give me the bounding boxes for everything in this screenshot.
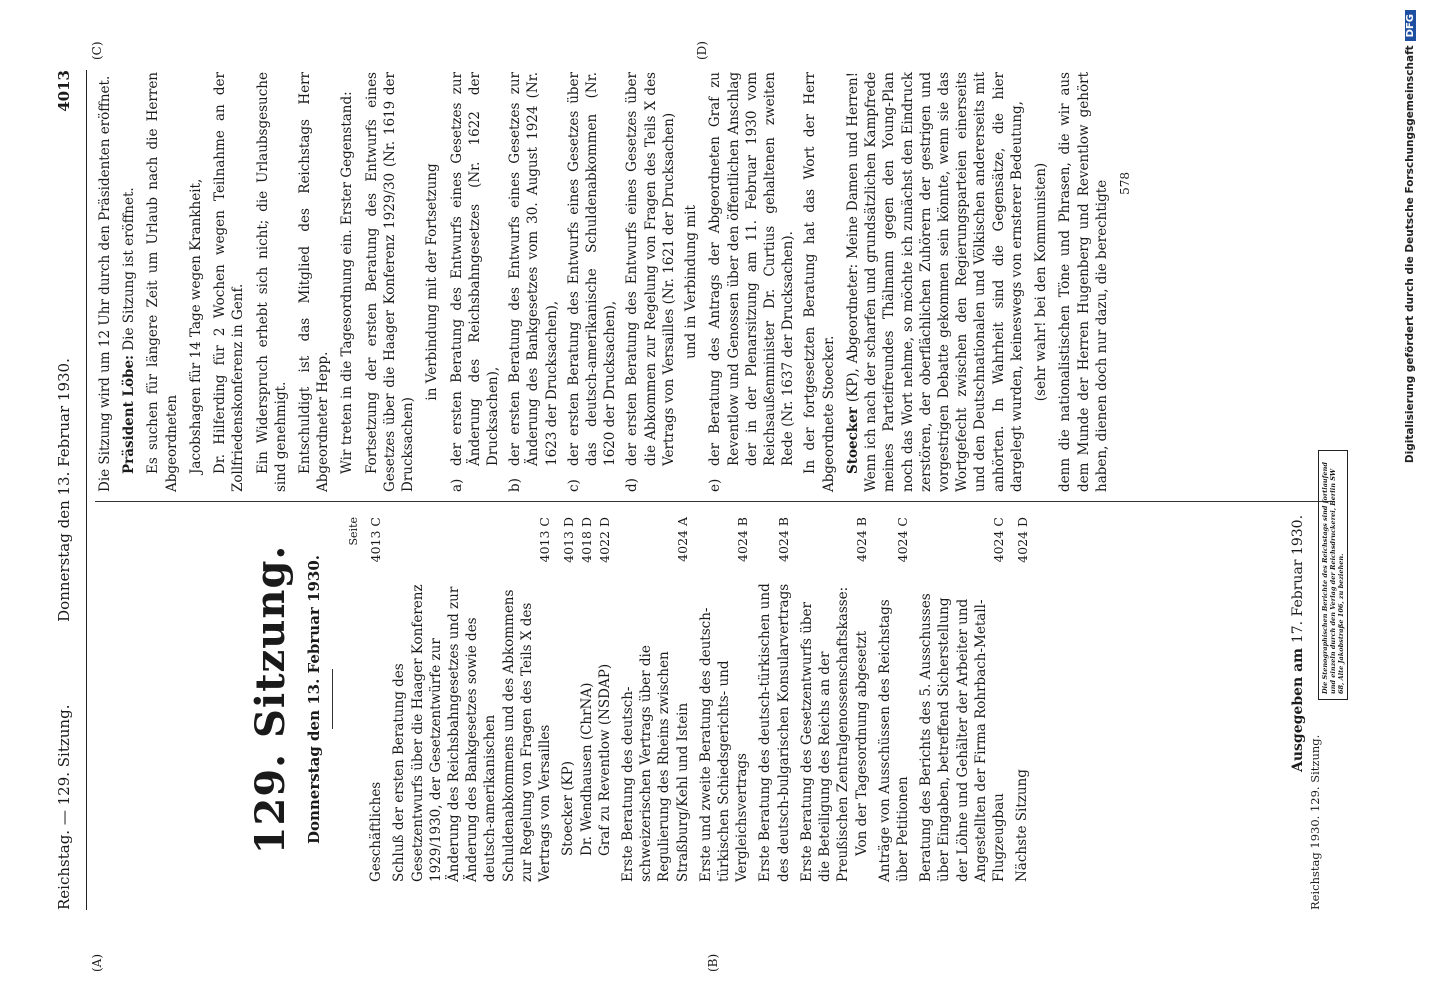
toc-page-ref: 4022 D bbox=[597, 517, 613, 563]
left-column bbox=[96, 517, 1032, 882]
session-date: Donnerstag den 13. Februar 1930. bbox=[305, 554, 323, 845]
toc-entry bbox=[917, 517, 1008, 882]
header-page-number: 4013 bbox=[55, 70, 73, 112]
digitization-credit bbox=[1404, 0, 1416, 1000]
toc-page-ref: 4013 C bbox=[537, 517, 553, 563]
subitem-text: der ersten Beratung des Entwurfs eines Gesetzes zur Änderung des Bankgesetzes vom 30. August 1924 (Nr. 1623 der Drucksachen), bbox=[507, 72, 560, 466]
excused-text: Entschuldigt ist das Mitglied des Reichstags Herr Abgeordneter Hepp. bbox=[296, 72, 332, 492]
agenda-subitem bbox=[706, 72, 797, 492]
toc-page-ref: 4024 C bbox=[895, 517, 911, 563]
speech-paragraph bbox=[844, 72, 1026, 492]
toc-text: Erste Beratung des deutsch-schweizerischen Vertrags über die Regulierung des Rheins zwischen Straßburg/Kehl und Istein bbox=[619, 645, 691, 882]
toc-text: Schluß der ersten Beratung des Gesetzentwurfs über die Haager Konferenz 1929/1930, der Gesetzentwürfe zur Änderung des Reichsbahngesetzes und zur Änderung des Bankgesetzes sowie des deutsch-amerikanischen Schuldenabkommens und des Abkommens zur Regelung von Fragen des Teils X des Vertrags von Versailles bbox=[391, 584, 554, 882]
agenda-main-item: Fortsetzung der ersten Beratung des Entwurfs eines Gesetzes über die Haager Konferenz 1929/30 (Nr. 1619 der Drucksachen) bbox=[363, 72, 417, 492]
toc-entry bbox=[390, 517, 554, 882]
toc-text: Nächste Sitzung bbox=[1014, 769, 1031, 882]
agenda-subitem bbox=[448, 72, 503, 492]
toc-text: Erste Beratung des Gesetzentwurfs über die Beteiligung des Reichs an der Preußischen Zentralgenossenschaftskasse: bbox=[798, 586, 852, 882]
margin-letter-d: (D) bbox=[695, 41, 709, 60]
digitization-text: Digitalisierung gefördert durch die Deutsche Forschungsgemeinschaft bbox=[1404, 45, 1416, 464]
header-left: Reichstag. — 129. Sitzung. bbox=[55, 704, 73, 910]
president-line bbox=[120, 72, 138, 492]
toc-text: Dr. Wendhausen (ChrNA) bbox=[578, 682, 595, 856]
subitem-text: der ersten Beratung des Entwurfs eines Gesetzes zur Änderung des Reichsbahngesetzes (Nr. 1622 der Drucksachen), bbox=[448, 72, 501, 466]
toc-page-ref: 4013 C bbox=[368, 517, 384, 563]
publisher-notice-box: Die Stenographischen Berichte des Reichstags sind fortlaufend und einzeln durch den Verlag der Reichsdruckerei, Berlin SW 68, Alte Jakobstraße 106, zu beziehen. bbox=[1318, 450, 1348, 700]
leave-entry: Jacobshagen für 14 Tage wegen Krankheit, bbox=[187, 178, 204, 474]
subitem-label: d) bbox=[624, 478, 641, 492]
subitem-label: b) bbox=[507, 478, 524, 492]
opening-text: Die Sitzung wird um 12 Uhr durch den Präsidenten eröffnet. bbox=[97, 75, 113, 492]
title-rule bbox=[332, 670, 333, 730]
subitem-label: a) bbox=[448, 478, 465, 492]
connection-text: und in Verbindung mit bbox=[683, 205, 700, 359]
toc-page-ref: 4018 D bbox=[578, 517, 594, 563]
subitem-text: der ersten Beratung des Entwurfs eines Gesetzes über das deutsch-amerikanische Schuldenabkommen (Nr. 1620 der Drucksachen), bbox=[565, 72, 619, 466]
header-rule bbox=[86, 70, 87, 910]
margin-letter-c: (C) bbox=[90, 41, 104, 60]
toc-entry bbox=[876, 517, 912, 882]
margin-letter-b: (B) bbox=[706, 953, 720, 972]
seite-label: Seite bbox=[347, 517, 361, 546]
toc-text: Geschäftliches bbox=[368, 781, 385, 882]
toc-text: Erste und zweite Beratung des deutsch-türkischen Schiedsgerichts- und Vergleichsvertrags bbox=[697, 607, 751, 882]
speaker-name: Stoecker bbox=[844, 407, 861, 474]
toc-text: Erste Beratung des deutsch-türkischen und des deutsch-bulgarischen Konsularvertrags bbox=[757, 583, 792, 882]
connection-text: in Verbindung mit der Fortsetzung bbox=[424, 163, 441, 401]
toc-text: Anträge von Ausschüssen des Reichstags über Petitionen bbox=[876, 599, 911, 882]
toc-page-ref: 4024 B bbox=[734, 517, 750, 562]
toc-text: Graf zu Reventlow (NSDAP) bbox=[596, 663, 613, 856]
president-text: Die Sitzung ist eröffnet. bbox=[121, 187, 138, 351]
footer-left: Reichstag 1930. 129. Sitzung. bbox=[1308, 734, 1322, 910]
toc-entry bbox=[596, 517, 614, 882]
right-column bbox=[96, 72, 1133, 492]
session-title: 129. Sitzung. bbox=[247, 544, 294, 855]
agenda-subitem bbox=[623, 72, 678, 492]
toc-entry bbox=[798, 517, 853, 882]
toc-entry bbox=[756, 517, 792, 882]
issued-label: Ausgegeben am bbox=[1290, 648, 1306, 772]
toc-page-ref: 4024 C bbox=[991, 517, 1007, 563]
issued-date: 17. Februar 1930. bbox=[1290, 514, 1306, 644]
toc-text: Stoecker (KP) bbox=[560, 761, 577, 856]
running-header bbox=[55, 70, 85, 910]
subitem-text: der ersten Beratung des Entwurfs eines Gesetzes über die Abkommen zur Regelung von Fragen des Teils X des Vertrags von Versailles (Nr. 1621 der Drucksachen) bbox=[624, 72, 677, 466]
issue-date-line bbox=[1290, 515, 1306, 772]
toc-entry bbox=[367, 517, 385, 882]
sheet-number: 578 bbox=[1117, 172, 1132, 195]
toc-page-ref: 4024 D bbox=[1014, 517, 1030, 563]
subitem-text: der Beratung des Antrags der Abgeordneten Graf zu Reventlow und Genossen über den öffentlichen Anschlag der in der Plenarsitzung am 11. Februar 1930 vom Reichsaußenminister Dr. Curtius gehaltenen zweiten Rede (Nr. 1637 der Drucksachen). bbox=[707, 72, 797, 466]
leave-entry: Dr. Hilferding für 2 Wochen wegen Teilnahme an der Zollfriedenskonferenz in Genf. bbox=[212, 72, 247, 492]
margin-letter-a: (A) bbox=[90, 953, 104, 972]
toc-page-ref: 4024 B bbox=[776, 517, 792, 562]
interjection: (sehr wahr! bei den Kommunisten) bbox=[1033, 162, 1050, 402]
dfg-logo: DFG bbox=[1405, 10, 1416, 41]
leave-request: Es suchen für längere Zeit um Urlaub nach die Herren Abgeordneten bbox=[145, 72, 180, 492]
continued-debate-text: In der fortgesetzten Beratung hat das Wort der Herr Abgeordnete Stoecker. bbox=[802, 72, 837, 492]
header-date: Donnerstag den 13. Februar 1930. bbox=[55, 358, 73, 622]
no-objection-text: Ein Widerspruch erhebt sich nicht; die Urlaubsgesuche sind genehmigt. bbox=[254, 72, 289, 492]
toc-entry bbox=[619, 517, 692, 882]
speech-continuation: denn die nationalistischen Töne und Phrasen, die wir aus dem Munde der Herren Hugenberg und Reventlow gehört haben, dienen doch nur dazu, die berechtigte bbox=[1057, 72, 1110, 492]
toc-entry bbox=[853, 517, 871, 882]
toc-entry bbox=[559, 517, 577, 882]
toc-page-ref: 4013 D bbox=[560, 517, 576, 563]
speaker-name: Präsident Löbe: bbox=[121, 354, 138, 474]
speech-text: (KP), Abgeordneter: Meine Damen und Herren! Wenn ich nach der scharfen und grundsätzlichen Kampfrede meines Parteifreundes Thälmann gegen den Young-Plan noch das Wort nehme, so möchte ich zunächst den Eindruck zerstören, der oberflächlichen Zuhörern der gestrigen und vorgestrigen Debatte gekommen sein könnte, wenn sie das Wortgefecht zwischen den Regierungsparteien einerseits und den Deutschnationalen und Völkischen andererseits mit anhörten. In Wahrheit sind die Gegensätze, die hier dargelegt wurden, keineswegs von ernsterer Bedeutung, bbox=[844, 72, 1025, 492]
toc-text: Beratung des Berichts des 5. Ausschusses über Eingaben, betreffend Sicherstellung der Löhne und Gehälter der Arbeiter und Angestellten der Firma Rohrbach-Metall-Flugzeugbau bbox=[918, 593, 1008, 882]
subitem-label: e) bbox=[707, 478, 724, 492]
toc-page-ref: 4024 A bbox=[674, 517, 690, 562]
column-divider bbox=[95, 501, 1335, 502]
toc-text: Von der Tagesordnung abgesetzt bbox=[853, 630, 870, 856]
subitem-label: c) bbox=[565, 479, 582, 492]
toc-entry bbox=[697, 517, 752, 882]
agenda-subitem bbox=[506, 72, 561, 492]
toc-entry bbox=[578, 517, 596, 882]
toc-page-ref: 4024 B bbox=[853, 517, 869, 562]
toc-entry bbox=[1013, 517, 1031, 882]
agenda-intro: Wir treten in die Tagesordnung ein. Erster Gegenstand: bbox=[339, 91, 356, 474]
agenda-subitem bbox=[565, 72, 620, 492]
